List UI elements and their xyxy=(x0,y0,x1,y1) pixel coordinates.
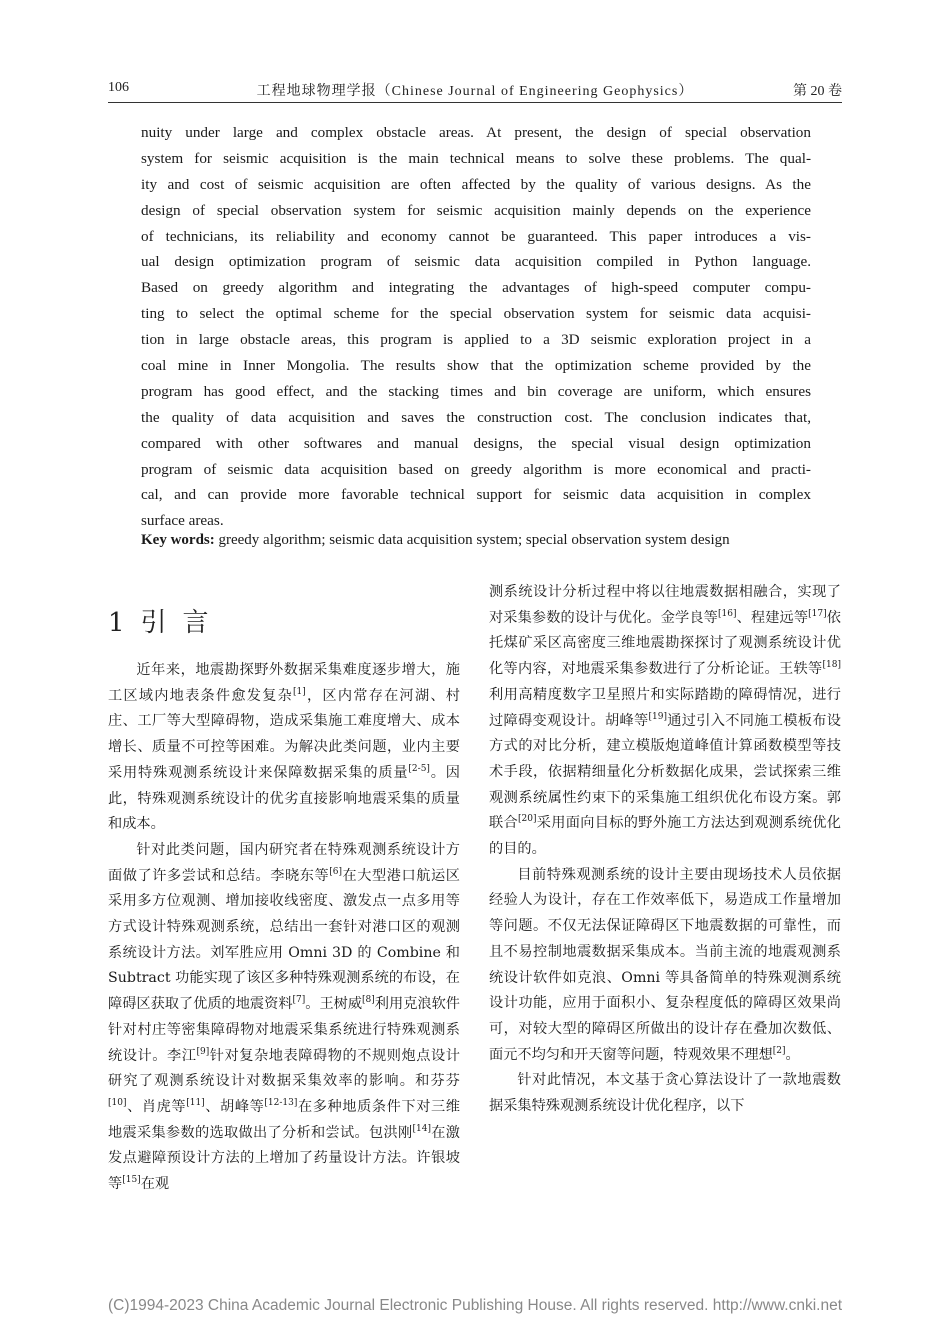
text-run: 采用面向目标的野外施工方法达到观测系统优化的目的。 xyxy=(489,815,841,858)
abstract-line: program of seismic data acquisition based on greedy algorithm is more economical and practi- xyxy=(141,460,811,478)
abstract-line: of technicians, its reliability and economy cannot be guaranteed. This paper introduces a vis- xyxy=(141,227,811,245)
abstract-line: compared with other softwares and manual designs, the special visual design optimization xyxy=(141,434,811,452)
abstract-line: ting to select the optimal scheme for the special observation system for seismic data acquisi- xyxy=(141,305,811,323)
volume-label: 第 20 卷 xyxy=(793,84,842,99)
english-abstract xyxy=(141,120,811,534)
text-run: 。王树威 xyxy=(305,996,363,1013)
citation: [6] xyxy=(329,866,342,877)
keywords-label: Key words: xyxy=(141,532,215,548)
citation: [19] xyxy=(648,711,667,722)
citation: [16] xyxy=(718,608,737,619)
section-heading xyxy=(108,602,225,639)
abstract-line: system for seismic acquisition is the main technical means to solve these problems. The qual- xyxy=(141,149,811,167)
paragraph xyxy=(489,580,841,863)
copyright-footer: (C)1994-2023 China Academic Journal Electronic Publishing House. All rights reserved. http://www.cnki.net xyxy=(107,1297,843,1314)
citation: [9] xyxy=(196,1046,210,1057)
abstract-line: surface areas. xyxy=(141,512,224,530)
text-run: 、程建远等 xyxy=(736,609,809,626)
running-header xyxy=(108,78,842,100)
section-number: 1 xyxy=(108,608,141,638)
right-column xyxy=(489,580,841,1120)
abstract-line: program has good effect, and the stacking times and bin coverage are uniform, which ensures xyxy=(141,382,811,400)
text-run: 利用克浪软件针对村庄等密集障碍物对地震采集系统进行特殊观测系统设计。李江 xyxy=(108,996,460,1064)
abstract-line: ity and cost of seismic acquisition are often affected by the quality of various designs. As the xyxy=(141,175,811,193)
paragraph xyxy=(489,863,841,1069)
section-title: 引言 xyxy=(140,608,225,638)
citation: [7] xyxy=(292,995,306,1006)
abstract-line: the quality of data acquisition and saves the construction cost. The conclusion indicates that, xyxy=(141,408,811,426)
text-run: 。因此，特殊观测系统设计的优劣直接影响地震采集的质量和成本。 xyxy=(108,764,460,833)
text-run: 通过引入不同施工模板布设方式的对比分析，建立模版炮道峰值计算函数模型等技术手段，依据精细量化分析数据化成果，尝试探索三维观测系统属性约束下的采集施工组织优化布设方案。郭联合 xyxy=(489,712,841,832)
citation: [10] xyxy=(108,1097,127,1108)
citation: [17] xyxy=(808,608,827,619)
abstract-line: Based on greedy algorithm and integrating the advantages of high-speed computer compu- xyxy=(141,279,811,297)
abstract-line: design of special observation system for seismic acquisition mainly depends on the experience xyxy=(141,201,811,219)
citation: [2] xyxy=(772,1045,786,1056)
citation: [18] xyxy=(822,660,841,671)
text-run: 、肖虎等 xyxy=(126,1098,187,1115)
text-run: 。 xyxy=(785,1046,800,1063)
text-run: 在大型港口航运区采用多方位观测、增加接收线密度、激发点一点多用等方式设计特殊观测系统，总结出一套针对港口区的观测系统设计方法。刘军胜应用 Omni 3D 的 Combine 和 Subtract 功能实现了该区多种特殊观测系统的布设，在障碍区获取了优质的地震资料 xyxy=(108,867,460,1013)
text-run: 在观 xyxy=(140,1176,170,1193)
abstract-line: cal, and can provide more favorable technical support for seismic data acquisition in complex xyxy=(141,486,811,504)
page-number: 106 xyxy=(108,80,129,95)
left-column xyxy=(108,658,460,1198)
text-run: 在多种地质条件下对三维地震采集参数的选取做出了分析和尝试。包洪刚 xyxy=(108,1098,460,1141)
citation: [8] xyxy=(362,995,375,1006)
citation: [12-13] xyxy=(264,1097,298,1108)
paragraph: 针对此情况，本文基于贪心算法设计了一款地震数据采集特殊观测系统设计优化程序，以下 xyxy=(489,1072,841,1115)
keywords-line xyxy=(141,532,831,549)
abstract-line: nuity under large and complex obstacle areas. At present, the design of special observation xyxy=(141,124,811,141)
text-run: 、胡峰等 xyxy=(204,1098,265,1115)
text-run: 在激发点避障预设计方法的上增加了药量设计方法。许银坡等 xyxy=(108,1124,460,1193)
paragraph xyxy=(108,838,460,1198)
citation: [1] xyxy=(293,686,306,697)
citation: [2-5] xyxy=(408,763,430,774)
abstract-line: tion in large obstacle areas, this program is applied to a 3D seismic exploration project in a xyxy=(141,331,811,349)
text-run: 针对复杂地表障碍物的不规则炮点设计研究了观测系统设计对数据采集效率的影响。和芬芬 xyxy=(108,1047,460,1090)
citation: [14] xyxy=(412,1123,431,1134)
journal-title: 工程地球物理学报（Chinese Journal of Engineering Geophysics） xyxy=(256,84,694,99)
text-run: ，区内常存在河湖、村庄、工厂等大型障碍物，造成采集施工难度增大、成本增长、质量不可控等困难。为解决此类问题，业内主要采用特殊观测系统设计来保障数据采集的质量 xyxy=(108,687,460,781)
text-run: 利用高精度数字卫星照片和实际踏勘的障碍情况，进行过障碍变观设计。胡峰等 xyxy=(489,686,841,729)
text-run: 依托煤矿采区高密度三维地震勘探探讨了观测系统设计优化等内容，对地震采集参数进行了分析论证。王轶等 xyxy=(489,609,841,678)
paragraph xyxy=(108,658,460,838)
citation: [15] xyxy=(122,1175,141,1186)
text-run: 近年来，地震勘探野外数据采集难度逐步增大，施工区域内地表条件愈发复杂 xyxy=(108,662,460,704)
citation: [11] xyxy=(186,1097,205,1108)
text-run: 针对此类问题，国内研究者在特殊观测系统设计方面做了许多尝试和总结。李晓东等 xyxy=(108,841,460,884)
text-run: 测系统设计分析过程中将以往地震数据相融合，实现了对采集参数的设计与优化。金学良等 xyxy=(489,584,841,626)
abstract-line: coal mine in Inner Mongolia. The results show that the optimization scheme provided by the xyxy=(141,357,811,375)
abstract-line: ual design optimization program of seismic data acquisition compiled in Python language. xyxy=(141,253,811,271)
header-rule xyxy=(108,102,842,103)
citation: [20] xyxy=(518,814,537,825)
text-run: 目前特殊观测系统的设计主要由现场技术人员依据经验人为设计，存在工作效率低下，易造成工作量增加等问题。不仅无法保证障碍区下地震数据的可靠性，而且不易控制地震数据采集成本。当前主流的地震观测系统设计软件如克浪、Omni 等具备简单的特殊观测系统设计功能，应用于面积小、复杂程度低的障碍区效果尚可，对较大型的障碍区所做出的设计存在叠加次数低、面元不均匀和开天窗等问题，特观效果不理想 xyxy=(489,866,841,1063)
keywords-text: greedy algorithm; seismic data acquisition system; special observation system design xyxy=(218,532,730,548)
